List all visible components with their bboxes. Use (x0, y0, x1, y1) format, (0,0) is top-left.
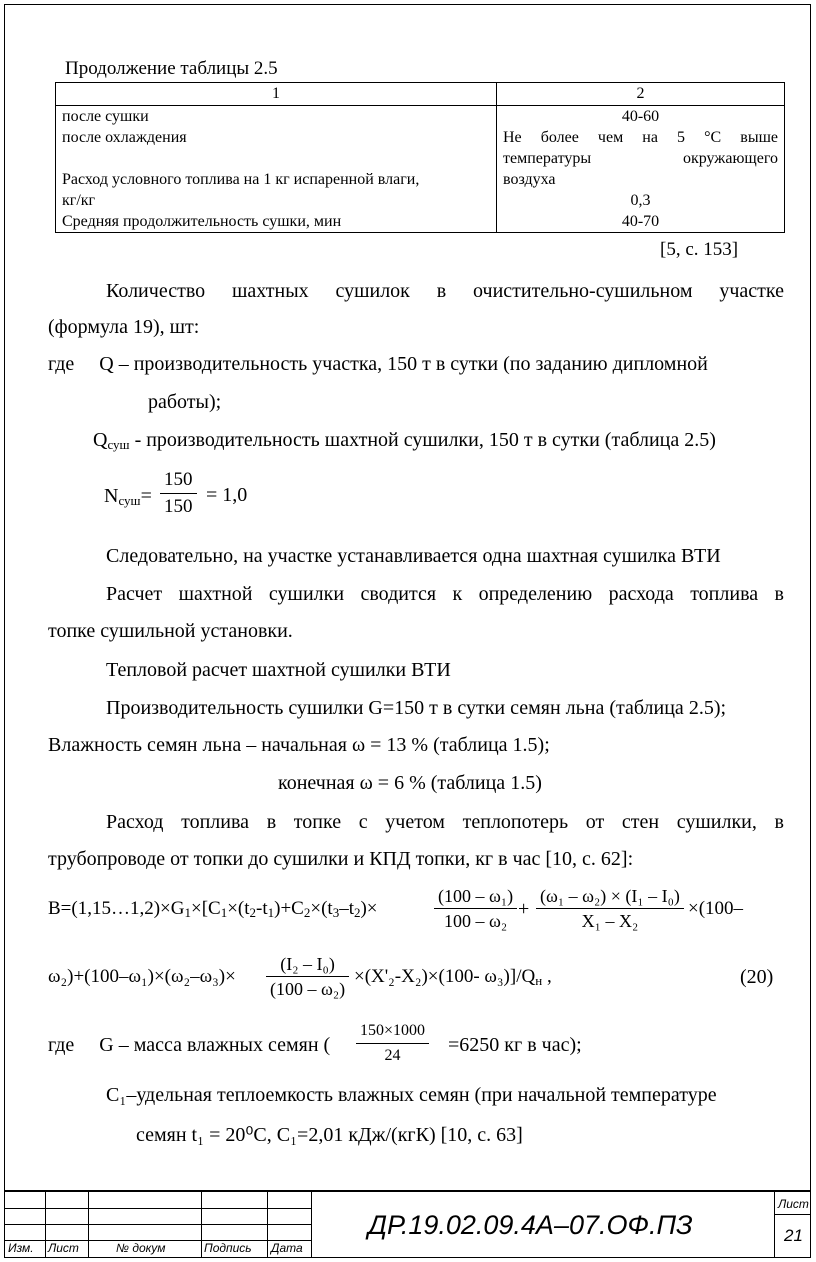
paragraph-8-line-1: Расход топлива в топке с учетом теплопотерь от стен сушилки, в (106, 811, 784, 833)
formula-part: , (542, 966, 552, 987)
paragraph-6: Влажность семян льна – начальная ω = 13 % (таблица 1.5); (48, 734, 550, 756)
table-cell-values (497, 106, 785, 233)
stamp-label-date: Дата (271, 1241, 303, 1255)
fraction-1-numerator: (100 – ω₁) (434, 884, 517, 909)
table-cell-labels (56, 106, 497, 233)
formula-part: -t (256, 898, 268, 919)
paragraph-7: конечная ω = 6 % (таблица 1.5) (278, 772, 542, 794)
formula-part: ×(X'₂-X₂)×(100- ω₃)]/Q (354, 966, 536, 987)
where-g-tail: =6250 кг в час); (448, 1034, 582, 1056)
qsush-symbol: Q (93, 429, 108, 451)
paragraph-5: Производительность сушилки G=150 т в сутки семян льна (таблица 2.5); (106, 697, 727, 719)
formula-plus: + (518, 898, 530, 920)
formula-part: н (535, 973, 543, 988)
n-result: = 1,0 (206, 484, 248, 506)
where-q-line-2: работы); (148, 391, 222, 413)
paragraph-1-line-2: (формула 19), шт: (48, 316, 200, 338)
sheet-number: 21 (784, 1226, 803, 1245)
label-after-cooling: после охлаждения (62, 129, 187, 146)
paragraph-3-line-2: топке сушильной установки. (48, 620, 293, 642)
value-after-drying: 40-60 (621, 108, 660, 125)
c1-line-2: семян t₁ = 20⁰С, C₁=2,01 кДж/(кгК) [10, с. 63] (136, 1124, 523, 1146)
paragraph-2: Следовательно, на участке устанавливается одна шахтная сушилка ВТИ (106, 545, 721, 567)
where-g-fraction (356, 1019, 429, 1068)
header-col-2: 2 (497, 83, 785, 106)
n-formula-lhs (104, 485, 152, 509)
formula-part: )× (360, 898, 378, 919)
where-q-line-1: где Q – производительность участка, 150 т в сутки (по заданию дипломной (48, 353, 708, 375)
qsush-text: - производительность шахтной сушилки, 150 т в сутки (таблица 2.5) (129, 429, 716, 451)
where-g-lead: где G – масса влажных семян ( (48, 1034, 331, 1056)
formula-part: ×(t (227, 898, 250, 919)
paragraph-8-line-2: трубопроводе от топки до сушилки и КПД топки, кг в час [10, с. 62]: (48, 848, 634, 870)
n-equals: = (140, 485, 152, 507)
formula-part: –t (339, 898, 354, 919)
fraction-3-denominator: (100 – ω₂) (270, 979, 346, 999)
where-qsush (93, 429, 716, 453)
document-code: ДР.19.02.09.4А–07.ОФ.ПЗ (368, 1210, 693, 1240)
formula-part: B=(1,15…1,2)×G (48, 898, 185, 919)
table-header-row (56, 83, 785, 106)
header-col-1: 1 (56, 83, 497, 106)
formula-20-line-1: $B=(1,15\dots 1,2)\times G_1\times[C_1\times(t_2-t_1)+C_2\times(t_3-t_2)\times$ (48, 898, 378, 920)
n-fraction (160, 467, 197, 520)
table-caption: Продолжение таблицы 2.5 (65, 58, 278, 79)
table-row (56, 106, 785, 233)
value-cooling-line-2: температуры окружающего (503, 150, 778, 167)
qsush-subscript: суш (107, 437, 130, 452)
formula-fraction-1 (434, 884, 517, 933)
formula-fraction-2 (536, 884, 684, 933)
n-numerator: 150 (160, 467, 197, 494)
n-denominator: 150 (164, 496, 193, 517)
formula-tail-2 (354, 966, 552, 989)
table-reference: [5, с. 153] (660, 239, 739, 260)
stamp-sheet-label: Лист (778, 1197, 809, 1211)
formula-part: ×(t (310, 898, 333, 919)
stamp-label-change: Изм. (8, 1241, 34, 1255)
data-table (55, 82, 785, 233)
formula-20-line-2: ω₂)+(100–ω₁)×(ω₂–ω₃)× (48, 966, 236, 987)
value-time: 40-70 (621, 213, 660, 230)
value-cooling-line-1: Не более чем на 5 °С выше (503, 129, 778, 146)
paragraph-1-line-1: Количество шахтных сушилок в очистительно-сушильном участке (106, 280, 784, 302)
formula-part: )+C (274, 898, 304, 919)
value-fuel: 0,3 (630, 192, 651, 209)
stamp-label-sign: Подпись (204, 1241, 252, 1255)
formula-number: (20) (740, 966, 774, 988)
fraction-2-denominator: X₁ – X₂ (581, 911, 639, 931)
label-drying-time: Средняя продолжительность сушки, мин (62, 213, 342, 230)
formula-part: ×[C (190, 898, 221, 919)
c1-line-1: C₁–удельная теплоемкость влажных семян (при начальной температуре (106, 1084, 717, 1106)
fraction-1-denominator: 100 – ω₂ (444, 911, 508, 931)
label-after-drying: после сушки (62, 108, 149, 125)
n-symbol: N (104, 485, 119, 507)
value-cooling-line-3: воздуха (503, 171, 556, 188)
where-g-denominator: 24 (384, 1047, 401, 1064)
paragraph-4: Тепловой расчет шахтной сушилки ВТИ (106, 659, 451, 681)
paragraph-3-line-1: Расчет шахтной сушилки сводится к определению расхода топлива в (106, 583, 784, 605)
stamp-label-doc: № докум (116, 1241, 166, 1255)
formula-tail-1: ×(100– (688, 898, 744, 919)
fraction-2-numerator: (ω₁ – ω₂) × (I₁ – I₀) (536, 884, 684, 909)
label-fuel-unit: кг/кг (62, 192, 96, 209)
formula-fraction-3 (266, 952, 349, 1001)
n-subscript: суш (118, 493, 141, 508)
stamp-label-sheet: Лист (48, 1241, 79, 1255)
fraction-3-numerator: (I₂ – I₀) (266, 952, 349, 977)
where-g-numerator: 150×1000 (356, 1019, 429, 1044)
label-fuel-consumption: Расход условного топлива на 1 кг испаренной влаги, (62, 171, 420, 188)
